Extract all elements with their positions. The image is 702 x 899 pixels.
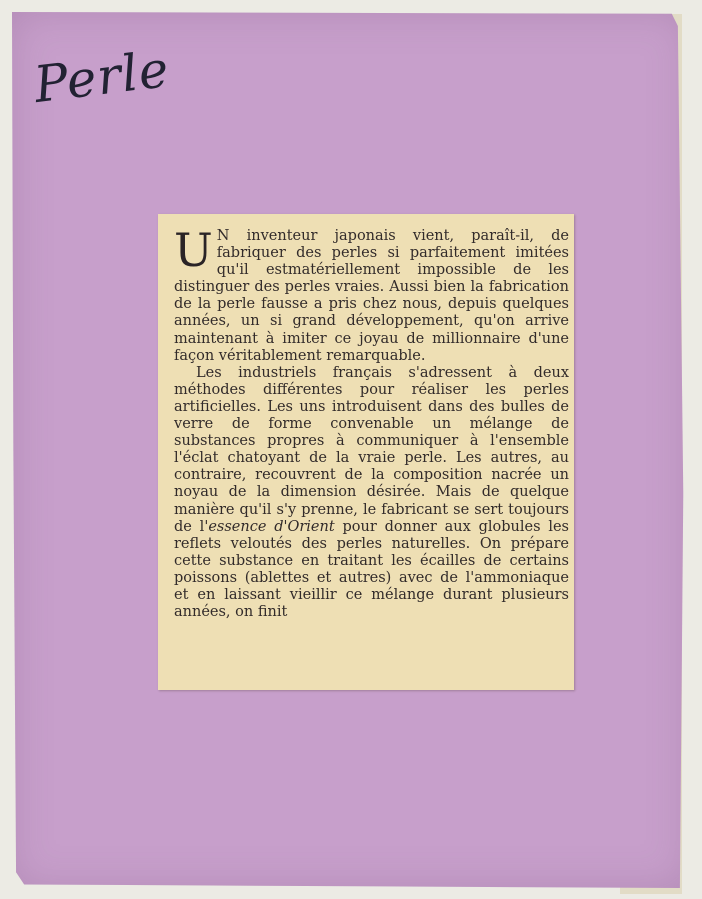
handwritten-title: Perle: [30, 39, 173, 115]
drop-cap: U: [174, 223, 213, 277]
paragraph-2-text-start: Les industriels français s'adressent à deux méthodes différentes pour réaliser les perles artificielles. Les uns introduisent dans des bulles de verre de forme convenable un mélange de substances propres à communiquer à l'ensemble l'éclat chatoyant de la vraie perle. Les autres, au contraire, recouvrent de la composition nacrée un noyau de la dimension désirée. Mais de quelque manière qu'il s'y prenne, le fabricant se sert toujours de l': [174, 364, 569, 535]
paragraph-1: [174, 223, 569, 365]
paragraph-2-italic: essence d'Orient: [208, 518, 335, 535]
paragraph-1-text: inventeur japonais vient, paraît-il, de fabriquer des perles si parfaitement imitées qu'il estmatériellement impossible de les distinguer des perles vraies. Aussi bien la fabrication de la perle fausse a pris chez nous, depuis quelques années, un si grand développement, qu'on arrive maintenant à imiter ce joyau de millionnaire d'une façon véritablement remarquable.: [174, 228, 569, 364]
first-word-rest: N: [216, 228, 230, 244]
article-body: [174, 223, 569, 621]
paragraph-2-text-end: pour donner aux globules les reflets veloutés des perles naturelles. On prépare cette substance en traitant les écailles de certains poissons (ablettes et autres) avec de l'ammoniaque et en laissant vieillir ce mélange durant plusieurs années, on finit: [174, 518, 569, 621]
paragraph-2: [174, 365, 569, 621]
newspaper-clipping: [158, 214, 574, 690]
